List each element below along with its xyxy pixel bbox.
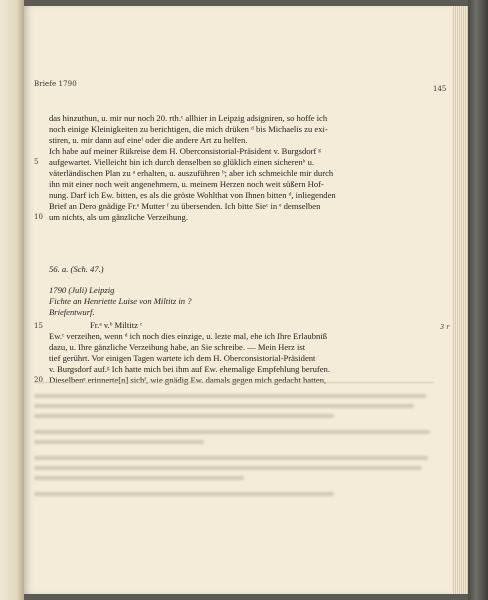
margin-note: 3 r [440, 323, 450, 331]
footnote-line [34, 394, 426, 398]
body-line: Brief an Dero gnädige Fr.ᵉ Mutter ᶠ zu übersenden. Ich bitte Sieᶜ in ᵉ demselben [49, 201, 321, 211]
letter-line: dazu, u. Ihre gänzliche Verzeihung habe, an Sie schreibe. — Mein Herz ist [49, 342, 306, 352]
blurred-footnotes [34, 382, 434, 502]
footnote-line [34, 456, 428, 460]
footnote-line [34, 414, 334, 418]
footnote-line [34, 466, 422, 470]
line-number: 15 [34, 322, 43, 330]
body-line: noch einige Kleinigkeiten zu berichtigen, die mich drüken ᵈ bis Michaelis zu exi- [49, 124, 328, 134]
letter-number: 56. a. (Sch. 47.) [49, 264, 104, 274]
letter-line: Ew.ᶜ verzeihen, wenn ᵈ ich noch dies einzige, u. lezte mal, ehe ich Ihre Erlaubniß [49, 331, 328, 341]
footnote-line [34, 430, 430, 434]
body-line: aufgewartet. Vielleicht bin ich durch denselben so glüklich einen sicherenʰ u. [49, 157, 315, 167]
footnote-line [34, 492, 334, 496]
page-number: 145 [433, 85, 447, 93]
letter-salutation: Fr.ᵃ v.ᵇ Miltitz ᶜ [90, 320, 143, 330]
body-line: das hinzuthun, u. mir nur noch 20. rth.ᶜ allhier in Leipzig adsigniren, so hoffe ich [49, 113, 328, 123]
body-line: um nichts, als um gänzliche Verzeihung. [49, 212, 188, 222]
letter-line: tief gerührt. Vor einigen Tagen wartete ich dem H. Oberconsistorial-Präsident [49, 353, 316, 363]
letter-line: Dieselbenᵉ erinnerte[n] sichᶠ, wie gnädig Ew. damals gegen mich gedacht hatten, [49, 375, 327, 385]
letter-addressee: Fichte an Henriette Luise von Miltitz in ? [49, 296, 192, 306]
footnote-line [34, 404, 414, 408]
body-line: ihn mit einer noch weit angenehmern, u. meinem Herzen noch weit süßern Hof- [49, 179, 324, 189]
footnote-line [34, 440, 204, 444]
body-line: stiren, u. mir dann auf eineᶠ oder die andere Art zu helfen. [49, 135, 248, 145]
body-line: nung. Darf ich Ew. bitten, es als die gröste Wohlthat von Ihnen bitten ᵈ, inliegenden [49, 190, 336, 200]
running-head: Briefe 1790 [34, 80, 77, 88]
line-number: 20 [34, 376, 43, 384]
line-number: 5 [34, 158, 39, 166]
body-line: väterländischen Plan zu ᵃ erhalten, u. auszuführen ᵇ; aber ich schmeichle mir durch [49, 168, 334, 178]
letter-date-place: 1790 (Juli) Leipzig [49, 285, 115, 295]
letter-type: Briefentwurf. [49, 307, 95, 317]
page-stack-edge [452, 6, 468, 594]
footnote-line [34, 476, 244, 480]
footnote-rule [34, 382, 434, 383]
body-line: Ich habe auf meiner Rükreise dem H. Oberconsistorial-Präsident v. Burgsdorf ᵍ [49, 146, 322, 156]
line-number: 10 [34, 213, 43, 221]
left-page-edge [0, 0, 24, 600]
letter-line: v. Burgsdorf auf.ᵍ Ich hatte mich bei ihm auf Ew. ehemalige Empfehlung berufen. [49, 364, 330, 374]
book-cover-edge [468, 0, 488, 600]
